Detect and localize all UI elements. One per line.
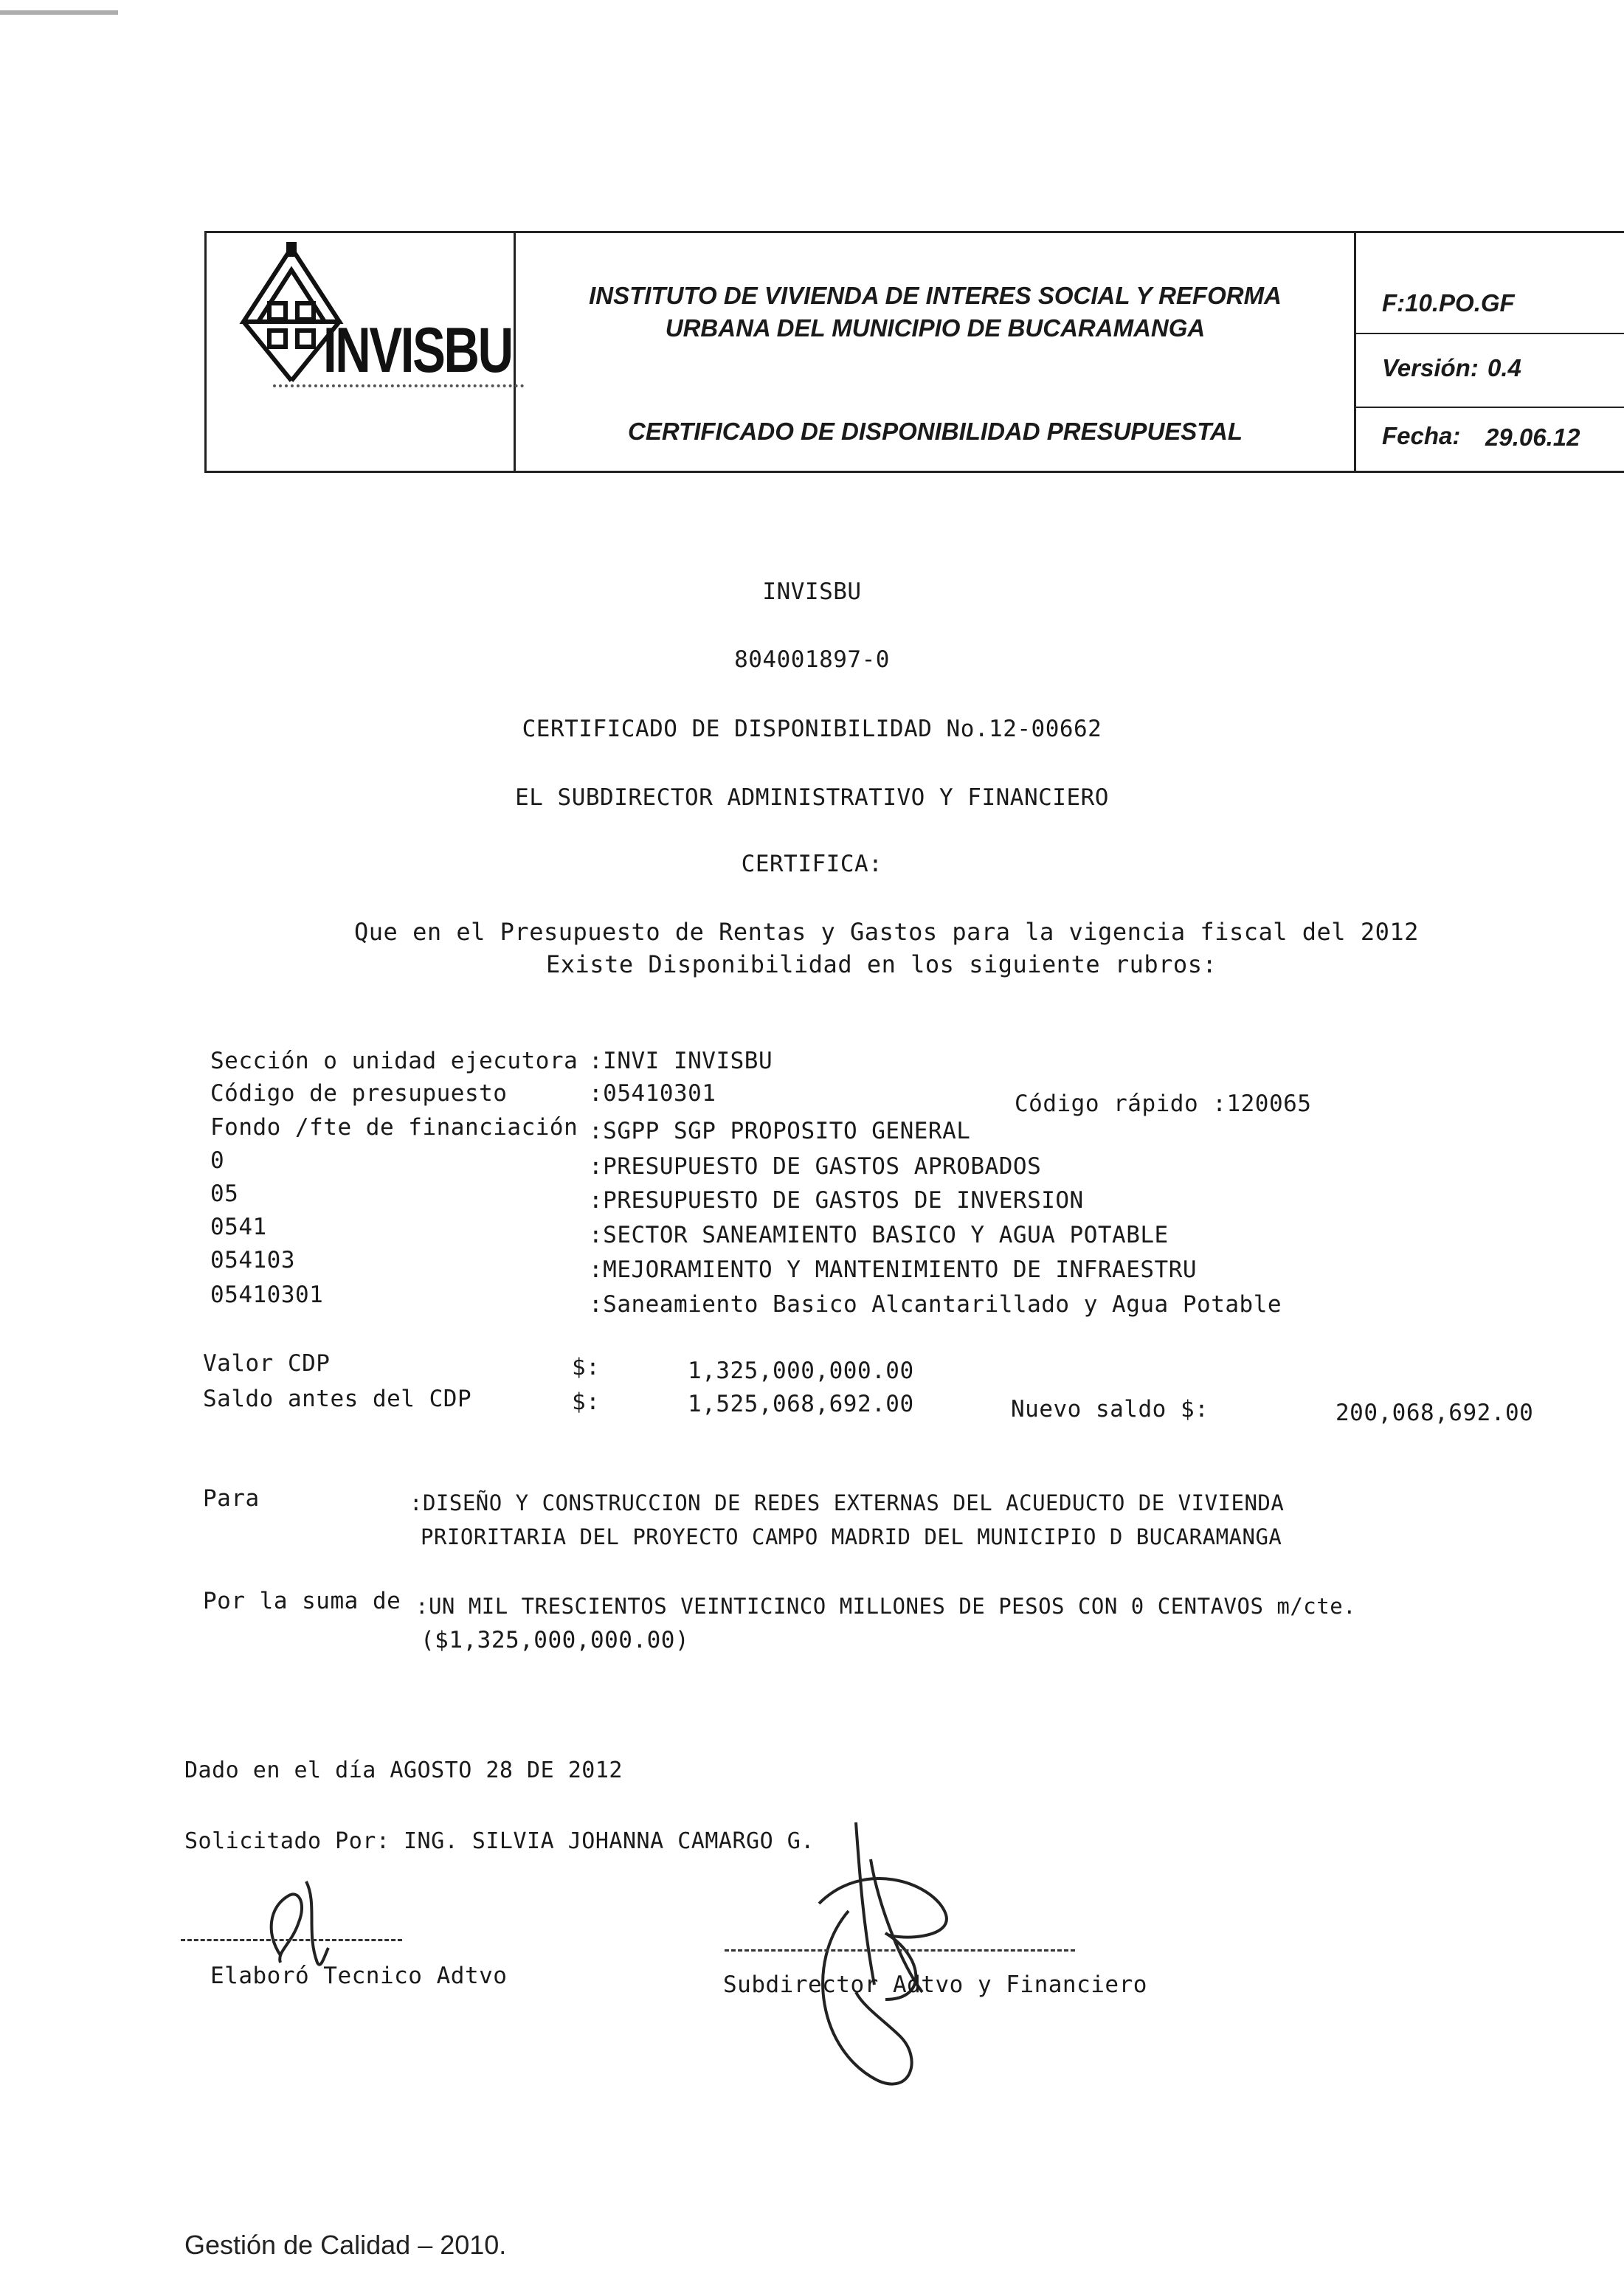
signature-subdirector [775,1815,1026,2110]
rubro-code: 054103 [210,1247,295,1273]
signature-label-elaboro: Elaboró Tecnico Adtvo [210,1963,508,1989]
para-line1: :DISEÑO Y CONSTRUCCION DE REDES EXTERNAS DEL ACUEDUCTO DE VIVIENDA [410,1490,1285,1515]
header-row-line-1 [1356,333,1624,334]
saldo-currency: $: [572,1389,601,1415]
institution-name-line2: URBANA DEL MUNICIPIO DE BUCARAMANGA [665,314,1206,342]
statement-line1: Que en el Presupuesto de Rentas y Gastos para la vigencia fiscal del 2012 [354,918,1419,946]
solicitado-por: Solicitado Por: ING. SILVIA JOHANNA CAMARGO G. [184,1828,815,1854]
codigo-label: Código de presupuesto [210,1080,508,1107]
saldo-amount: 1,525,068,692.00 [688,1391,914,1417]
para-label: Para [203,1485,260,1512]
certificate-number: CERTIFICADO DE DISPONIBILIDAD No.12-00662 [522,716,1102,742]
rubro-code: 05410301 [210,1282,324,1308]
logo-wordmark: INVISBU [323,315,512,386]
valor-cdp-label: Valor CDP [203,1350,331,1377]
codigo-rapido: Código rápido :120065 [1015,1090,1312,1117]
fondo-value: :SGPP SGP PROPOSITO GENERAL [589,1118,971,1144]
statement-line2: Existe Disponibilidad en los siguiente rubros: [546,950,1217,978]
entity-nit: 804001897-0 [734,646,890,673]
header-row-line-2 [1356,407,1624,408]
signature-line-subdirector [725,1949,1075,1952]
dado-date: Dado en el día AGOSTO 28 DE 2012 [184,1757,623,1783]
quality-footer: Gestión de Calidad – 2010. [184,2230,507,2260]
seccion-value: :INVI INVISBU [589,1048,773,1074]
date-value: 29.06.12 [1485,424,1580,451]
rubro-code: 05 [210,1181,239,1207]
rubro-desc: :MEJORAMIENTO Y MANTENIMIENTO DE INFRAESTRU [589,1257,1198,1283]
para-line2: PRIORITARIA DEL PROYECTO CAMPO MADRID DEL MUNICIPIO D BUCARAMANGA [421,1524,1282,1549]
seccion-label: Sección o unidad ejecutora [210,1048,578,1074]
rubro-code: 0541 [210,1214,267,1240]
nuevo-saldo-amount: 200,068,692.00 [1336,1400,1534,1426]
invisbu-logo [236,241,512,403]
version-label: Versión: [1382,354,1479,381]
nuevo-saldo-label: Nuevo saldo $: [1011,1396,1209,1423]
fondo-label: Fondo /fte de financiación [210,1114,578,1141]
suma-label: Por la suma de [203,1588,401,1614]
suma-line2: ($1,325,000,000.00) [421,1627,690,1653]
saldo-label: Saldo antes del CDP [203,1386,472,1412]
codigo-value: :05410301 [589,1080,716,1107]
rubro-desc: :Saneamiento Basico Alcantarillado y Agua Potable [589,1291,1282,1318]
signature-label-subdirector: Subdirector Adtvo y Financiero [723,1971,1147,1998]
signature-line-elaboro [181,1939,402,1941]
entity-name: INVISBU [762,578,862,605]
signer-role: EL SUBDIRECTOR ADMINISTRATIVO Y FINANCIERO [515,784,1109,811]
rubro-desc: :SECTOR SANEAMIENTO BASICO Y AGUA POTABLE [589,1222,1169,1248]
date-label: Fecha: [1382,422,1461,449]
header-box [204,231,1624,473]
scan-mark [0,10,118,15]
rubro-desc: :PRESUPUESTO DE GASTOS DE INVERSION [589,1187,1084,1214]
institution-name-line1: INSTITUTO DE VIVIENDA DE INTERES SOCIAL Y REFORMA [589,282,1282,309]
valor-cdp-currency: $: [572,1354,601,1380]
version-value: 0.4 [1487,354,1521,381]
rubro-desc: :PRESUPUESTO DE GASTOS APROBADOS [589,1153,1042,1180]
logo-fine-print [273,384,524,393]
suma-line1: :UN MIL TRESCIENTOS VEINTICINCO MILLONES DE PESOS CON 0 CENTAVOS m/cte. [415,1594,1357,1619]
form-code: F:10.PO.GF [1382,289,1515,317]
valor-cdp-amount: 1,325,000,000.00 [688,1358,914,1384]
header-divider-right [1354,233,1356,471]
header-divider-left [514,233,516,471]
document-title: CERTIFICADO DE DISPONIBILIDAD PRESUPUESTAL [627,418,1243,445]
certifica-heading: CERTIFICA: [741,851,883,877]
rubro-code: 0 [210,1147,225,1174]
